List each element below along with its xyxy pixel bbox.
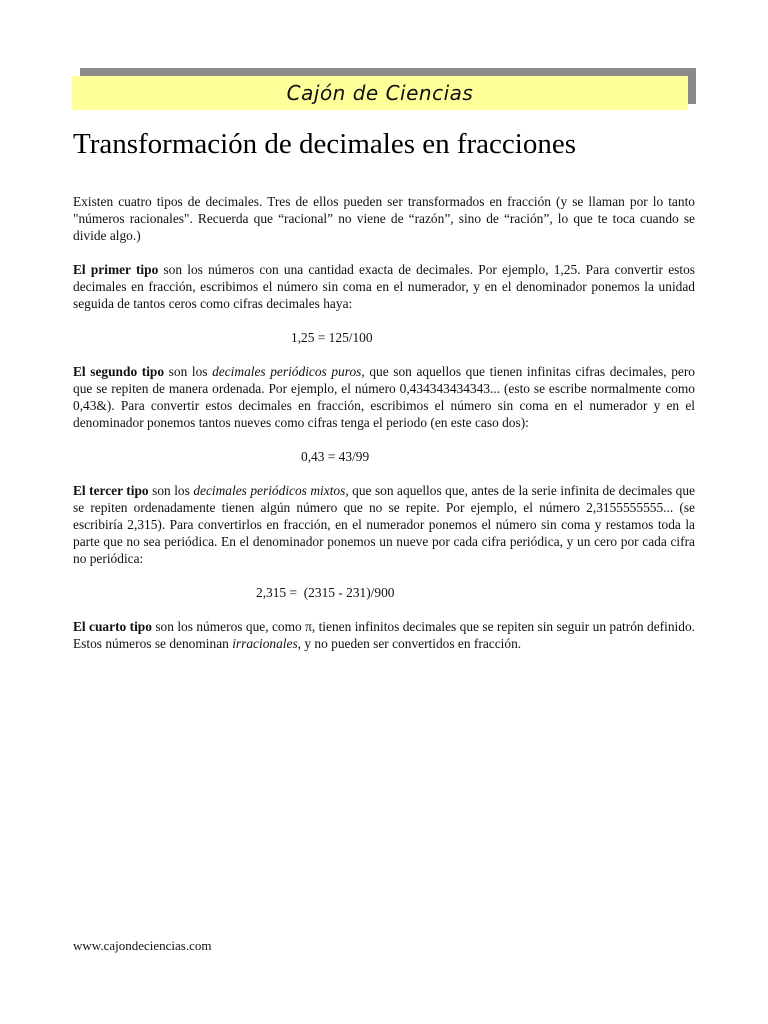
formula-first-type: 1,25 = 125/100 <box>291 330 373 345</box>
intro-paragraph: Existen cuatro tipos de decimales. Tres de ellos pueden ser transformados en fracción (y se llaman por lo tanto "números racionales". Recuerda que “racional” no viene de “razón”, sino de “ración”, lo que te toca cuando se divide algo.) <box>73 194 695 243</box>
paragraph-first-type <box>73 261 695 312</box>
page-title: Transformación de decimales en fracciones <box>73 128 577 160</box>
header-banner <box>72 68 696 112</box>
third-type-term: decimales periódicos mixtos <box>193 483 346 498</box>
brand-name: Cajón de Ciencias <box>286 81 474 105</box>
third-type-text-b: , que son aquellos que, antes de la serie infinita de decimales que se repiten ordenadamente tienen algún número que no se repite. Por ejemplo, el número 2,3155555555... (se escribiría 2,315). Para convertirlos en fracción, en el numerador ponemos el número sin coma y restamos toda la parte que no sea periódica. En el denominador ponemos un nueve por cada cifra periódica, y un cero por cada cifra no periódica: <box>73 483 695 566</box>
first-type-text: son los números con una cantidad exacta de decimales. Por ejemplo, 1,25. Para convertir estos decimales en fracción, escribimos el número sin coma en el numerador, y en el denominador ponemos la unidad seguida de tantos ceros como cifras decimales haya: <box>73 262 695 311</box>
third-type-text-a: son los <box>148 483 194 498</box>
fourth-type-text-b: , y no pueden ser convertidos en fracción. <box>297 636 522 651</box>
fourth-type-text-a: son los números que, como π, tienen infinitos decimales que se repiten sin seguir un patrón definido. Estos números se denominan <box>73 619 695 651</box>
second-type-text-b: , que son aquellos que tienen infinitas cifras decimales, pero que se repiten de manera ordenada. Por ejemplo, el número 0,434343434343... (esto se escribe normalmente como 0,43&). Para convertir estos decimales en fracción, escribimos el número sin coma en el numerador y en el denominador ponemos tantos nueves como cifras tenga el periodo (en este caso dos): <box>73 364 696 430</box>
banner-box <box>72 76 688 110</box>
third-type-label: El tercer tipo <box>73 483 149 498</box>
second-type-label: El segundo tipo <box>73 364 165 379</box>
first-type-label: El primer tipo <box>73 262 159 277</box>
paragraph-second-type <box>73 363 695 431</box>
formula-third-type: 2,315 = (2315 - 231)/900 <box>256 585 395 600</box>
document-body <box>73 193 695 669</box>
paragraph-third-type <box>73 482 695 567</box>
paragraph-fourth-type <box>73 618 695 652</box>
second-type-text-a: son los <box>164 364 213 379</box>
fourth-type-term: irracionales <box>232 636 298 651</box>
second-type-term: decimales periódicos puros <box>212 364 362 379</box>
fourth-type-label: El cuarto tipo <box>73 619 152 634</box>
formula-second-type: 0,43 = 43/99 <box>301 449 370 464</box>
footer-url: www.cajondeciencias.com <box>73 938 212 953</box>
